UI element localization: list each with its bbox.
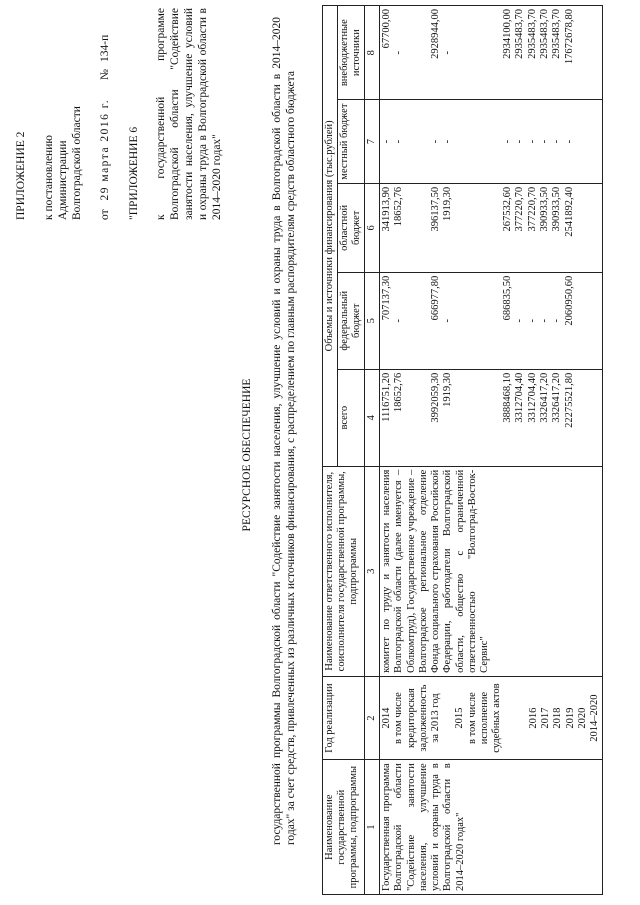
- value-extra: 17672678,80: [563, 9, 575, 65]
- value-extra: 2935483,70: [514, 9, 526, 59]
- year-label: в том числе исполнение судебных актов: [466, 683, 503, 753]
- value-extra: 2934100,00: [502, 9, 514, 59]
- document-subtitle: государственной программы Волгоградской области "Содействие занятости населения, улучшение условий и охраны труда в Волгоградской области в 2014–2020 годах" за счет средств, привлеченных из различных источников финансирования, с распределением по главным распорядителям средств областного бюджета: [271, 17, 297, 845]
- value-federal: -: [539, 319, 551, 323]
- decree-date: 29 марта 2016 г.: [99, 98, 111, 201]
- value-federal: 707137,30: [381, 275, 392, 321]
- total-cell: [380, 369, 603, 466]
- col-header-funding: Объемы и источники финансирования (тыс.рублей): [323, 6, 338, 467]
- year-label: 2014–2020: [589, 694, 601, 742]
- col-number: 6: [365, 183, 380, 272]
- value-federal: -: [526, 319, 538, 323]
- value-local: -: [441, 139, 453, 144]
- value-local: -: [563, 139, 575, 144]
- col-header-executor: Наименование ответственного исполнителя, соисполнителя государственной программы, подпрограммы: [323, 466, 365, 676]
- inner-appendix-title: "ПРИЛОЖЕНИЕ 6: [128, 126, 140, 220]
- ref-line-1: к постановлению: [43, 135, 55, 220]
- federal-cell: [380, 272, 603, 369]
- resource-table: [322, 5, 603, 895]
- value-total: 3888468,10: [502, 372, 514, 423]
- regional-cell: [380, 183, 603, 272]
- value-regional: 18652,76: [393, 186, 405, 227]
- year-label: 2016: [527, 707, 539, 729]
- value-local: -: [381, 139, 392, 144]
- ref-line-3: Волгоградской области: [71, 106, 83, 220]
- year-cell: [380, 676, 603, 760]
- col-header-local: местный бюджет: [338, 100, 365, 184]
- value-total: 1116751,20: [381, 372, 392, 422]
- col-number: 3: [365, 466, 380, 676]
- value-local: -: [429, 139, 441, 144]
- value-extra: -: [441, 50, 453, 55]
- value-extra: 2935483,70: [539, 9, 551, 59]
- value-regional: 390933,50: [551, 186, 563, 232]
- column-number-row: [365, 6, 380, 895]
- value-local: -: [514, 139, 526, 144]
- col-number: 7: [365, 100, 380, 184]
- executor-cell: комитет по труду и занятости населения Волгоградской области (далее именуется – Облкомтруд), Государственное учреждение – Волгоградское региональное отделение Фонда социального страхования Российской Федерации, работодатели Волгоградской области, общество с ограниченной ответственностью "Волгоград-Восток-Сервис": [380, 466, 603, 676]
- value-federal: -: [393, 319, 405, 323]
- value-extra: 67700,00: [381, 9, 392, 49]
- table-header-row: [323, 6, 338, 895]
- value-total: 1919,30: [441, 372, 453, 407]
- program-name-cell: Государственная программа Волгоградской области "Содействие занятости населения, улучшение условий и охраны труда в Волгоградской области в 2014–2020 годах": [380, 760, 603, 895]
- value-regional: 267532,60: [502, 186, 514, 232]
- value-federal: -: [514, 319, 526, 323]
- value-local: -: [539, 139, 551, 144]
- col-header-extra: внебюджетные источники: [338, 6, 365, 100]
- col-number: 2: [365, 676, 380, 760]
- col-header-federal: федеральный бюджет: [338, 272, 365, 369]
- program-reference: к государственной программе Волгоградской области "Содействие занятости населения, улучшение условий и охраны труда в Волгоградской области в 2014–2020 годах": [155, 8, 223, 220]
- year-label: 2017: [539, 707, 551, 729]
- value-total: 3326417,20: [539, 372, 551, 423]
- value-federal: -: [551, 319, 563, 323]
- value-federal: 2060950,60: [563, 275, 575, 326]
- col-number: 5: [365, 272, 380, 369]
- value-extra: 2928944,00: [429, 9, 441, 59]
- value-total: 22275521,80: [563, 372, 575, 428]
- col-header-year: Год реализации: [323, 676, 365, 760]
- document-title: РЕСУРСНОЕ ОБЕСПЕЧЕНИЕ: [241, 378, 253, 532]
- year-label: 2018: [552, 707, 564, 729]
- table-row: [380, 6, 603, 895]
- value-regional: 377220,70: [514, 186, 526, 232]
- value-local: -: [393, 139, 405, 144]
- col-header-regional: областной бюджет: [338, 183, 365, 272]
- value-regional: 390933,50: [539, 186, 551, 232]
- year-label: 2019: [564, 707, 576, 729]
- extra-cell: [380, 6, 603, 100]
- value-total: 3326417,20: [551, 372, 563, 423]
- value-federal: 666977,80: [429, 275, 441, 321]
- value-regional: 377220,70: [526, 186, 538, 232]
- value-regional: 1919,30: [441, 186, 453, 221]
- decree-number: 134-п: [99, 34, 111, 62]
- value-regional: 341913,90: [381, 186, 392, 232]
- value-total: 3992059,30: [429, 372, 441, 423]
- value-extra: -: [393, 50, 405, 55]
- value-total: 18652,76: [393, 372, 405, 413]
- value-local: -: [551, 139, 563, 144]
- ref-line-2: Администрации: [57, 140, 69, 220]
- date-prefix: от: [99, 209, 111, 220]
- value-extra: 2935483,70: [551, 9, 563, 59]
- year-label: 2014: [381, 707, 392, 729]
- value-total: 3312704,40: [514, 372, 526, 423]
- col-number: 4: [365, 369, 380, 466]
- col-header-total: всего: [338, 369, 365, 466]
- appendix-title: ПРИЛОЖЕНИЕ 2: [15, 131, 27, 220]
- year-label: в том числе кредиторская задолженность за 2013 год: [393, 684, 442, 752]
- value-total: 3312704,40: [526, 372, 538, 423]
- decree-number-label: №: [99, 69, 111, 80]
- value-regional: 396137,50: [429, 186, 441, 232]
- local-cell: [380, 100, 603, 184]
- value-regional: 2541892,40: [563, 186, 575, 237]
- value-extra: 2935483,70: [526, 9, 538, 59]
- col-number: 1: [365, 760, 380, 895]
- col-header-program: Наименование государственной программы, подпрограммы: [323, 760, 365, 895]
- value-local: -: [502, 139, 514, 144]
- year-label: 2020: [576, 707, 588, 729]
- value-federal: -: [441, 319, 453, 323]
- decree-date-line: [98, 10, 112, 220]
- year-label: 2015: [454, 707, 466, 729]
- value-federal: 686835,50: [502, 275, 514, 321]
- value-local: -: [526, 139, 538, 144]
- col-number: 8: [365, 6, 380, 100]
